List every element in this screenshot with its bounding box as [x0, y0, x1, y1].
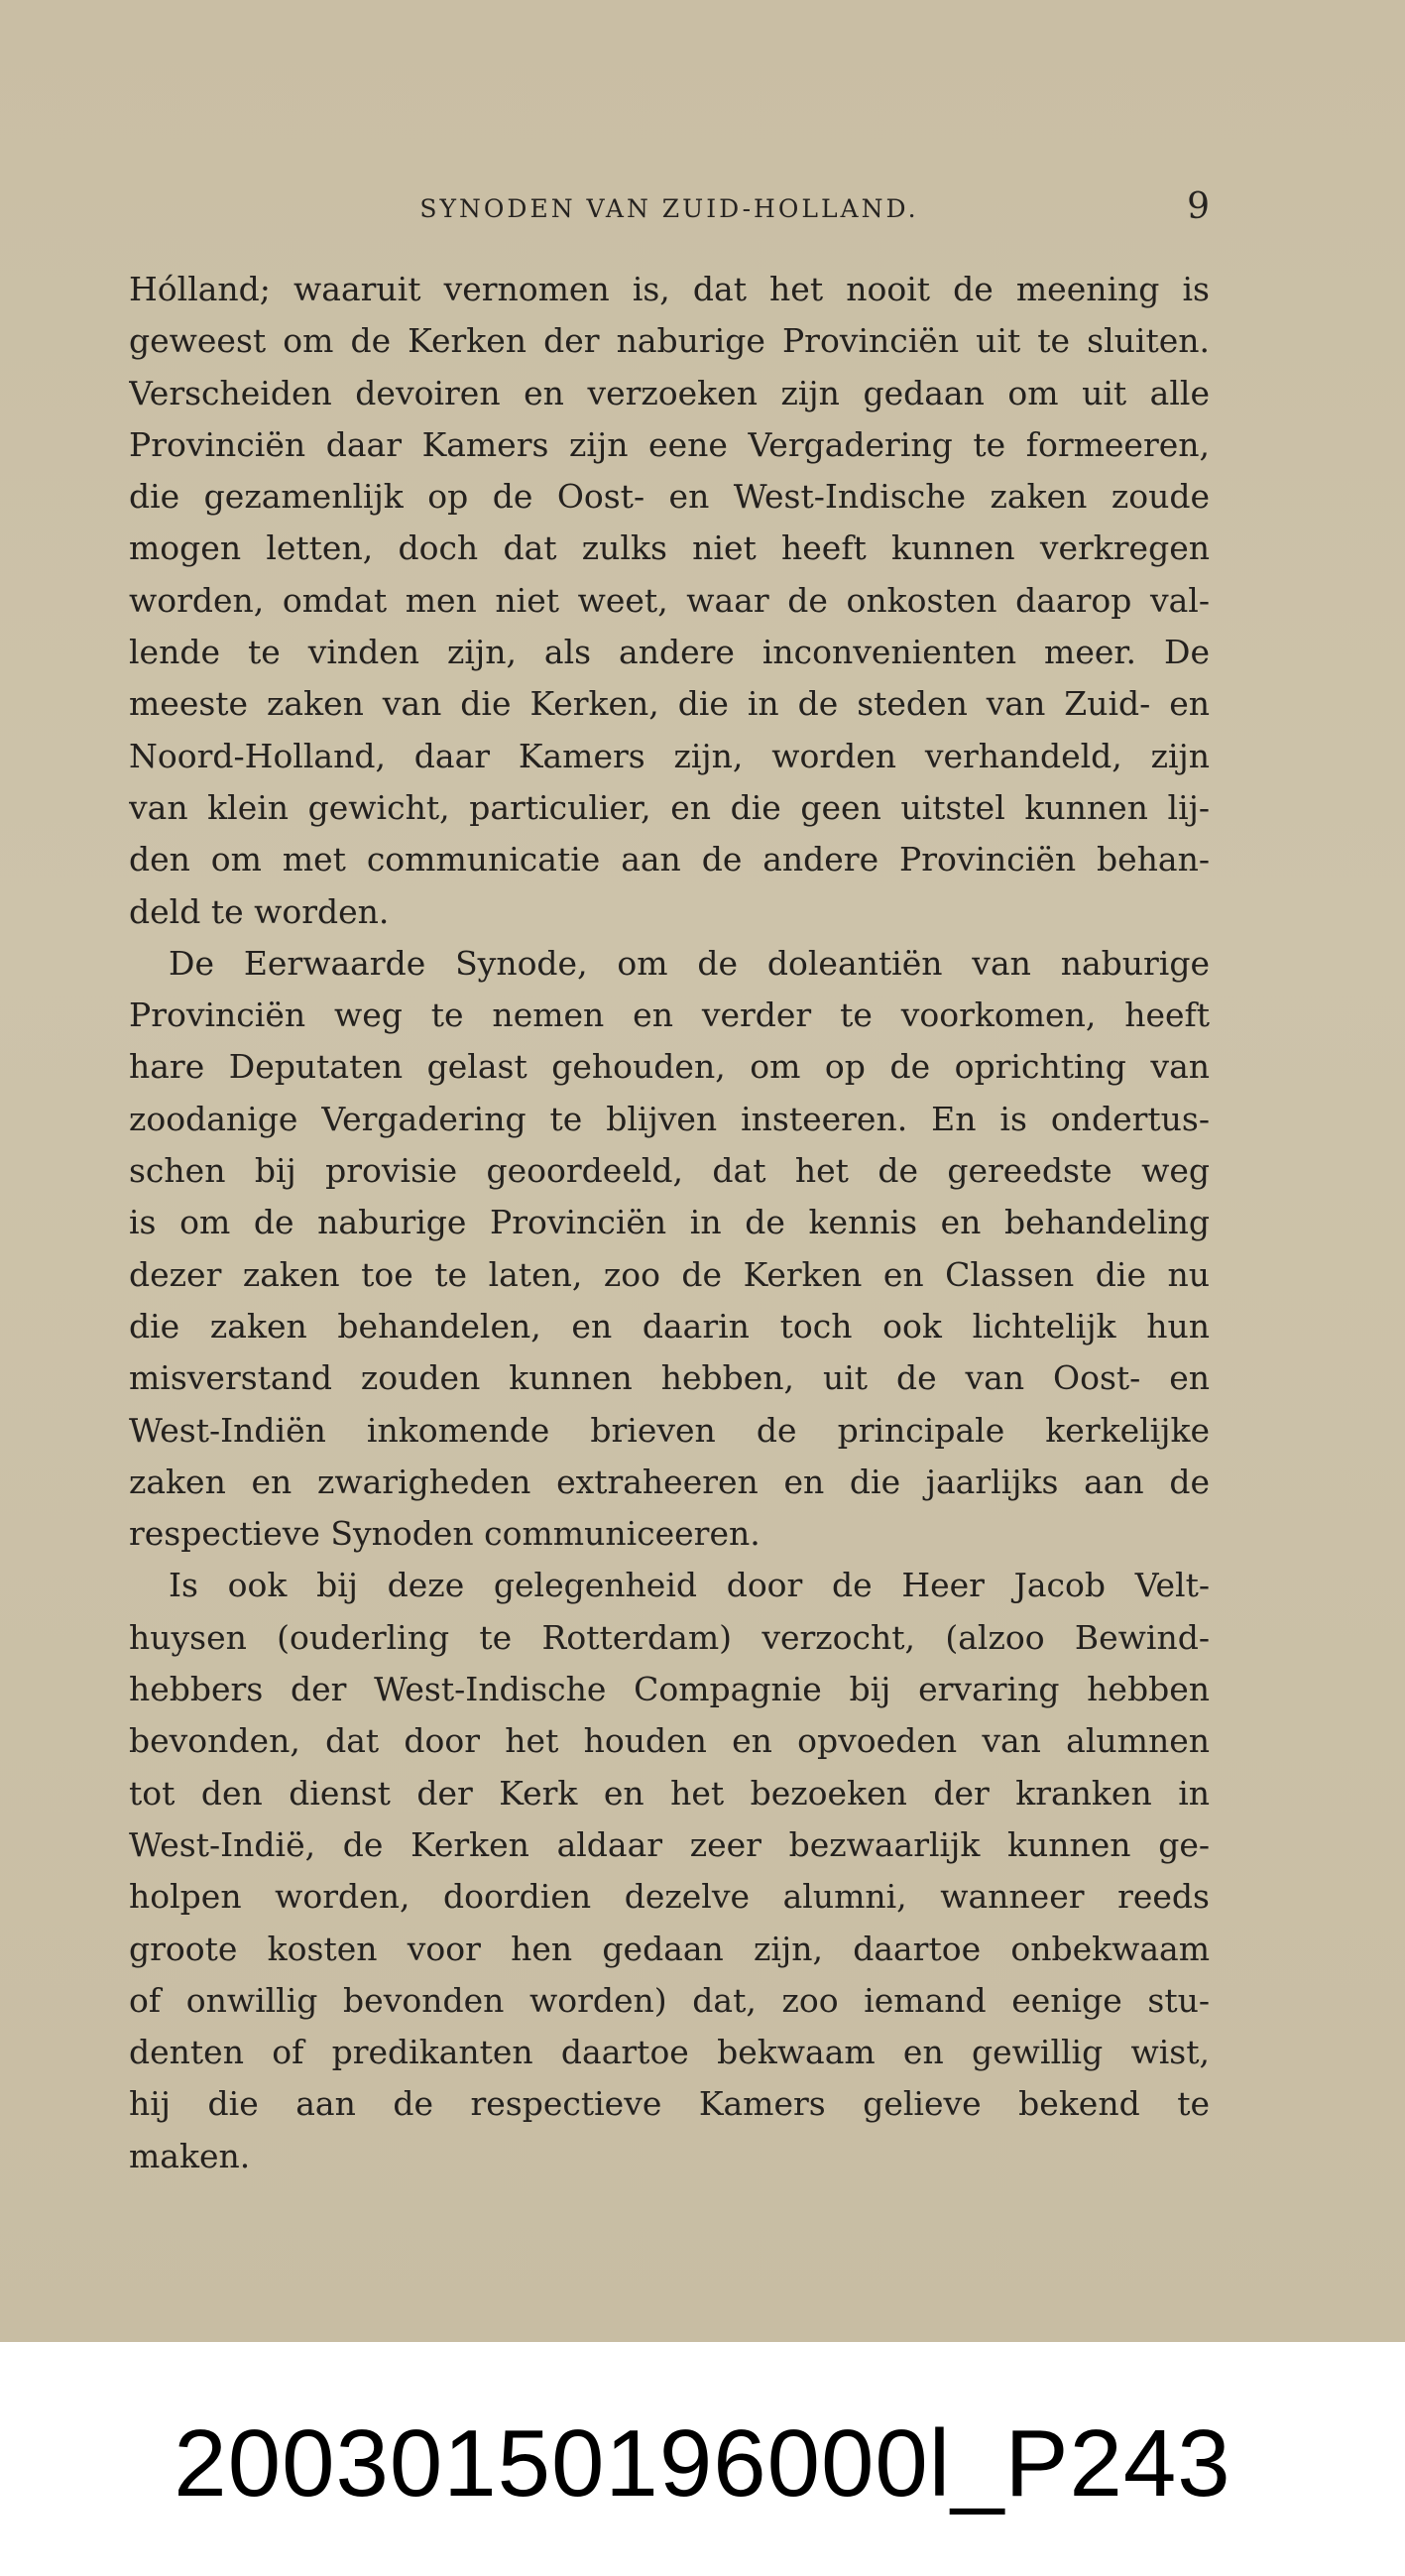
text-line: De Eerwaarde Synode, om de doleantiën van naburige — [169, 943, 1210, 983]
text-line: misverstand zouden kunnen hebben, uit de van Oost- en — [129, 1358, 1210, 1398]
text-line: Provinciën daar Kamers zijn eene Vergadering te formeeren, — [129, 424, 1210, 464]
text-line: Verscheiden devoiren en verzoeken zijn gedaan om uit alle — [129, 373, 1210, 412]
text-line: groote kosten voor hen gedaan zijn, daartoe onbekwaam — [129, 1929, 1210, 1968]
text-line: Provinciën weg te nemen en verder te voorkomen, heeft — [129, 995, 1210, 1035]
text-line: den om met communicatie aan de andere Provinciën behan- — [129, 840, 1210, 879]
running-head — [129, 186, 1210, 232]
text-line: maken. — [129, 2136, 251, 2175]
text-line: respectieve Synoden communiceeren. — [129, 1514, 761, 1554]
text-line: West-Indiën inkomende brieven de principale kerkelijke — [129, 1410, 1210, 1450]
text-line: die zaken behandelen, en daarin toch ook lichtelijk hun — [129, 1306, 1210, 1346]
text-line: Noord-Holland, daar Kamers zijn, worden verhandeld, zijn — [129, 736, 1210, 775]
text-line: is om de naburige Provinciën in de kennis en behandeling — [129, 1203, 1210, 1242]
page-number: 9 — [1187, 186, 1210, 227]
scan-identifier: 20030150196000l_P243 — [174, 2410, 1231, 2517]
text-line: West-Indië, de Kerken aldaar zeer bezwaarlijk kunnen ge- — [129, 1824, 1210, 1864]
text-line: zoodanige Vergadering te blijven insteeren. En is ondertus- — [129, 1099, 1210, 1138]
body-text — [129, 264, 1210, 2182]
text-line: deld te worden. — [129, 891, 390, 931]
text-line: zaken en zwarigheden extraheeren en die jaarlijks aan de — [129, 1462, 1210, 1501]
text-line: van klein gewicht, particulier, en die geen uitstel kunnen lij- — [129, 787, 1210, 827]
text-line: mogen letten, doch dat zulks niet heeft kunnen verkregen — [129, 528, 1210, 568]
text-line: huysen (ouderling te Rotterdam) verzocht, (alzoo Bewind- — [129, 1617, 1210, 1657]
text-line: Hólland; waaruit vernomen is, dat het nooit de meening is — [129, 270, 1210, 308]
text-line: Is ook bij deze gelegenheid door de Heer Jacob Velt- — [169, 1566, 1210, 1605]
text-line: bevonden, dat door het houden en opvoeden van alumnen — [129, 1721, 1210, 1761]
text-line: geweest om de Kerken der naburige Provinciën uit te sluiten. — [129, 321, 1210, 361]
text-line: of onwillig bevonden worden) dat, zoo iemand eenige stu- — [129, 1980, 1210, 2020]
text-line: schen bij provisie geoordeeld, dat het de gereedste weg — [129, 1151, 1210, 1191]
text-line: dezer zaken toe te laten, zoo de Kerken en Classen die nu — [129, 1254, 1210, 1294]
running-head-title: SYNODEN VAN ZUID-HOLLAND. — [419, 194, 919, 223]
text-line: denten of predikanten daartoe bekwaam en gewillig wist, — [129, 2033, 1210, 2072]
text-line: die gezamenlijk op de Oost- en West-Indische zaken zoude — [129, 477, 1210, 517]
text-line: meeste zaken van die Kerken, die in de steden van Zuid- en — [129, 684, 1210, 724]
text-line: worden, omdat men niet weet, waar de onkosten daarop val- — [129, 580, 1210, 620]
text-line: hare Deputaten gelast gehouden, om op de oprichting van — [129, 1047, 1210, 1087]
text-line: lende te vinden zijn, als andere inconvenienten meer. De — [129, 633, 1210, 672]
text-line: hij die aan de respectieve Kamers gelieve bekend te — [129, 2084, 1210, 2124]
text-line: hebbers der West-Indische Compagnie bij ervaring hebben — [129, 1670, 1210, 1709]
text-line: holpen worden, doordien dezelve alumni, wanneer reeds — [129, 1877, 1210, 1917]
text-line: tot den dienst der Kerk en het bezoeken der kranken in — [129, 1773, 1210, 1813]
